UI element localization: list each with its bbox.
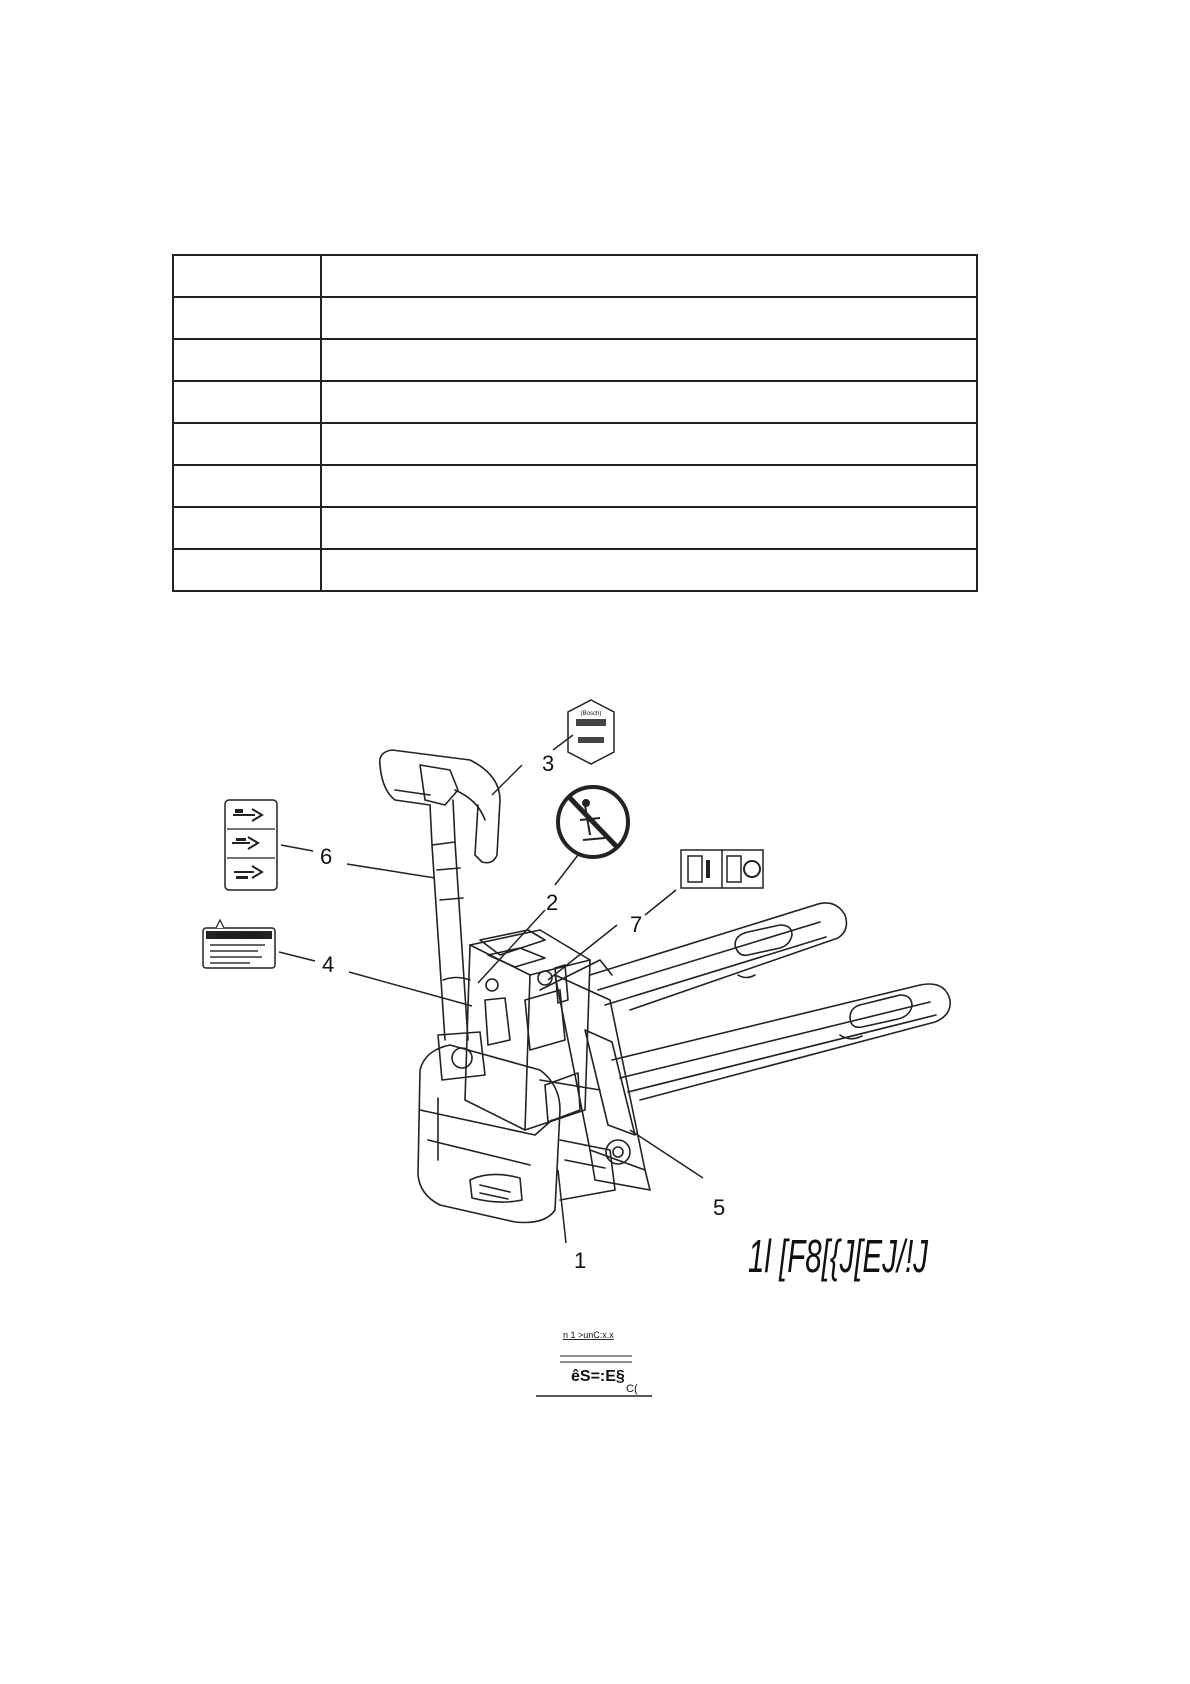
stamp-line-2: êS=:E§ (571, 1368, 625, 1385)
stamp-line-1: n 1 >unC:x.x (563, 1330, 614, 1340)
callout-5: 5 (713, 1195, 726, 1220)
stamp-line-3: C( (626, 1383, 638, 1395)
callout-7: 7 (630, 912, 643, 937)
decal-7-sticker (681, 850, 763, 888)
drive-unit (418, 1045, 615, 1223)
truck-body (465, 930, 590, 1130)
decal-6-sticker (225, 800, 277, 890)
decal-4-charge-sticker (203, 920, 275, 968)
tiller-handle (380, 750, 500, 863)
leader-lines (279, 735, 703, 1243)
fork-lower (612, 975, 950, 1100)
callout-1: 1 (574, 1248, 587, 1273)
callout-3: 3 (542, 751, 555, 776)
callout-2: 2 (546, 890, 559, 915)
stamp-block (536, 1330, 652, 1396)
callout-4: 4 (322, 952, 335, 977)
decal-3-text: (Bosch) (580, 711, 602, 717)
callout-6: 6 (320, 844, 333, 869)
fork-upper (590, 903, 846, 1010)
no-riding-sign (558, 787, 628, 857)
decal-4-heading: CHARGE LEVEL (215, 934, 263, 940)
garbled-heading: 1l [F8[{J[EJ/!J (748, 1230, 929, 1282)
decal-marking-3 (568, 700, 614, 764)
